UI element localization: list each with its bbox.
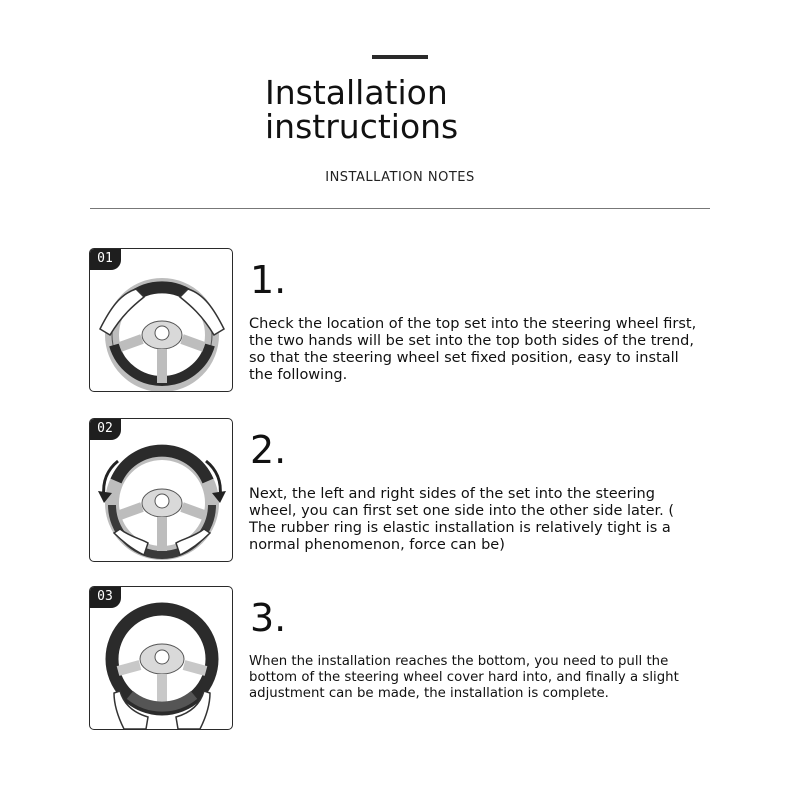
step-2	[0, 418, 800, 568]
step-3	[0, 586, 800, 736]
steering-wheel-hands-top-icon	[90, 249, 233, 392]
step-2-illustration	[89, 418, 233, 562]
step-3-illustration	[89, 586, 233, 730]
step-3-text: When the installation reaches the bottom, you need to pull the bottom of the steering wheel cover hard into, and finally a slight adjustment can be made, the installation is complete.	[249, 654, 679, 701]
step-1-badge: 01	[89, 248, 121, 270]
step-1-text: Check the location of the top set into the steering wheel first, the two hands will be set into the top both sides of the trend, so that the steering wheel set fixed position, easy to install the following.	[249, 316, 697, 383]
page-title: Installation instructions	[265, 73, 459, 146]
page-subtitle: INSTALLATION NOTES	[325, 170, 475, 185]
top-accent-bar	[372, 55, 428, 59]
steering-wheel-hands-bottom-icon	[90, 587, 233, 730]
step-2-number: 2.	[250, 428, 287, 472]
step-1	[0, 248, 800, 398]
step-1-illustration	[89, 248, 233, 392]
header-divider	[90, 208, 710, 209]
step-3-number: 3.	[250, 596, 287, 640]
step-2-badge: 02	[89, 418, 121, 440]
steering-wheel-sides-arrows-icon	[90, 419, 233, 562]
step-1-number: 1.	[250, 258, 287, 302]
step-3-badge: 03	[89, 586, 121, 608]
step-2-text: Next, the left and right sides of the set into the steering wheel, you can first set one side into the other side later. ( The rubber ring is elastic installation is relatively tight is a normal phenomenon, force can be)	[249, 486, 675, 553]
